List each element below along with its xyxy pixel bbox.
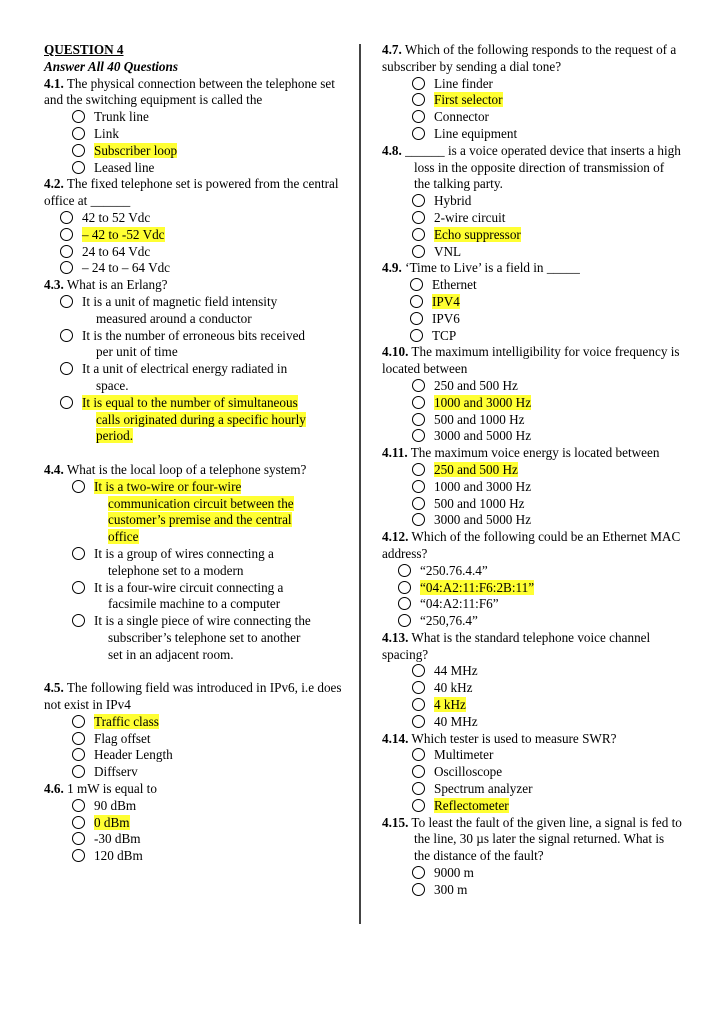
option-text: 1000 and 3000 Hz — [434, 478, 532, 494]
radio-circle-icon[interactable] — [72, 748, 85, 761]
answer-option-correct[interactable] — [412, 798, 682, 815]
option-text — [82, 361, 287, 376]
question-block — [382, 731, 682, 815]
question-number: 4.12. — [382, 529, 409, 545]
option-text: Subscriber loop — [94, 142, 178, 158]
question-block — [44, 76, 344, 177]
option-text-line: It is a group of wires connecting a — [94, 545, 274, 561]
radio-circle-icon[interactable] — [60, 261, 73, 274]
option-text: Diffserv — [94, 764, 138, 780]
question-text: To least the fault of the given line, a signal is fed to the line, 30 µs later the signal returned. What is the distance of the fault? — [408, 814, 682, 864]
radio-circle-icon[interactable] — [72, 581, 85, 594]
question-block — [382, 630, 682, 731]
radio-circle-icon[interactable] — [72, 161, 85, 174]
right-question-list — [382, 42, 682, 899]
option-text-line: period. — [96, 428, 133, 444]
answer-option[interactable] — [412, 210, 682, 227]
answer-option[interactable] — [412, 126, 682, 143]
option-text-line: measured around a conductor — [96, 310, 252, 326]
option-text — [94, 512, 344, 529]
answer-option[interactable] — [412, 496, 682, 513]
radio-circle-icon[interactable] — [412, 211, 425, 224]
option-text: 44 MHz — [434, 663, 478, 679]
option-text-line: It is a unit of magnetic field intensity — [82, 293, 278, 309]
option-text-line: space. — [96, 377, 129, 393]
question-block — [44, 462, 344, 680]
answer-option[interactable] — [412, 882, 682, 899]
question-block — [44, 781, 344, 865]
answer-option-correct[interactable] — [412, 395, 682, 412]
option-text: Trunk line — [94, 109, 149, 125]
option-text: 3000 and 5000 Hz — [434, 512, 532, 528]
option-text: 40 kHz — [434, 680, 473, 696]
option-text-line: office — [108, 529, 139, 545]
question-number: 4.15. — [382, 814, 409, 830]
question-stem — [382, 445, 682, 462]
option-text: 500 and 1000 Hz — [434, 495, 525, 511]
answer-option[interactable] — [410, 277, 682, 294]
radio-circle-icon[interactable] — [72, 849, 85, 862]
question-block — [44, 277, 344, 462]
option-text: 9000 m — [434, 865, 474, 881]
radio-circle-icon[interactable] — [60, 396, 73, 409]
radio-circle-icon[interactable] — [412, 866, 425, 879]
option-text-line: communication circuit between the — [108, 495, 294, 511]
question-number: 4.14. — [382, 730, 409, 746]
answer-option[interactable] — [412, 109, 682, 126]
option-text: 40 MHz — [434, 713, 478, 729]
answer-option[interactable] — [398, 613, 682, 630]
option-text: “04:A2:11:F6” — [420, 596, 499, 612]
radio-circle-icon[interactable] — [412, 799, 425, 812]
option-text: Link — [94, 125, 119, 141]
option-text — [82, 294, 277, 309]
question-stem — [44, 781, 344, 798]
radio-circle-icon[interactable] — [412, 681, 425, 694]
question-stem — [44, 176, 344, 210]
option-text: 4 kHz — [434, 697, 466, 713]
option-text — [94, 647, 344, 664]
radio-circle-icon[interactable] — [398, 564, 411, 577]
question-number: 4.5. — [44, 680, 64, 696]
radio-circle-icon[interactable] — [410, 295, 423, 308]
radio-circle-icon[interactable] — [72, 547, 85, 560]
option-text: 42 to 52 Vdc — [82, 209, 151, 225]
option-text: Traffic class — [94, 713, 159, 729]
option-text — [82, 344, 344, 361]
question-stem — [382, 344, 682, 378]
option-text-line: facsimile machine to a computer — [108, 596, 281, 612]
option-text — [82, 378, 344, 395]
radio-circle-icon[interactable] — [72, 480, 85, 493]
question-text: The following field was introduced in IPv6, i.e does not exist in IPv4 — [44, 680, 342, 713]
question-block — [382, 143, 682, 261]
option-text: VNL — [434, 243, 462, 259]
option-text: TCP — [432, 327, 457, 343]
option-text: 1000 and 3000 Hz — [434, 394, 532, 410]
question-stem — [382, 815, 682, 865]
question-text: Which of the following responds to the request of a subscriber by sending a dial tone? — [382, 42, 677, 74]
radio-circle-icon[interactable] — [72, 614, 85, 627]
option-text: 90 dBm — [94, 797, 137, 813]
radio-circle-icon[interactable] — [412, 77, 425, 90]
radio-circle-icon[interactable] — [410, 329, 423, 342]
option-text: 24 to 64 Vdc — [82, 243, 151, 259]
radio-circle-icon[interactable] — [60, 295, 73, 308]
question-block — [44, 176, 344, 277]
question-number: 4.7. — [382, 42, 402, 57]
option-text-line: telephone set to a modern — [108, 562, 244, 578]
option-text-line: set in an adjacent room. — [108, 646, 234, 662]
answer-option[interactable] — [60, 361, 344, 395]
radio-circle-icon[interactable] — [412, 127, 425, 140]
option-text-line: It a unit of electrical energy radiated in — [82, 361, 288, 377]
radio-circle-icon[interactable] — [412, 883, 425, 896]
answer-option-correct[interactable] — [412, 697, 682, 714]
answer-option-correct[interactable] — [72, 815, 344, 832]
option-text — [82, 395, 298, 410]
question-text: The physical connection between the telephone set and the switching equipment is called the — [44, 75, 335, 108]
option-text: Spectrum analyzer — [434, 781, 533, 797]
section-title: QUESTION 4 — [44, 42, 124, 57]
radio-circle-icon[interactable] — [412, 782, 425, 795]
question-number: 4.4. — [44, 461, 64, 477]
column-divider — [359, 44, 361, 924]
radio-circle-icon[interactable] — [398, 614, 411, 627]
answer-option[interactable] — [410, 328, 682, 345]
answer-option[interactable] — [72, 580, 344, 614]
option-text: Multimeter — [434, 747, 494, 763]
answer-option-correct[interactable] — [398, 580, 682, 597]
option-text: “250.76.4.4” — [420, 562, 488, 578]
option-text: Oscilloscope — [434, 764, 503, 780]
question-number: 4.6. — [44, 781, 64, 797]
option-text — [82, 428, 344, 445]
answer-option[interactable] — [412, 714, 682, 731]
option-text — [94, 563, 344, 580]
question-number: 4.9. — [382, 260, 402, 276]
option-text — [94, 630, 344, 647]
radio-circle-icon[interactable] — [412, 765, 425, 778]
answer-option[interactable] — [60, 210, 344, 227]
radio-circle-icon[interactable] — [398, 597, 411, 610]
answer-option[interactable] — [72, 546, 344, 580]
radio-circle-icon[interactable] — [412, 228, 425, 241]
question-block — [382, 445, 682, 529]
radio-circle-icon[interactable] — [412, 429, 425, 442]
answer-option[interactable] — [60, 294, 344, 328]
question-stem — [44, 277, 344, 294]
radio-circle-icon[interactable] — [412, 93, 425, 106]
radio-circle-icon[interactable] — [72, 732, 85, 745]
option-text — [94, 496, 344, 513]
answer-option[interactable] — [72, 126, 344, 143]
answer-option[interactable] — [72, 731, 344, 748]
question-block — [382, 344, 682, 445]
option-text — [94, 479, 241, 494]
radio-circle-icon[interactable] — [72, 816, 85, 829]
answer-option[interactable] — [412, 428, 682, 445]
radio-circle-icon[interactable] — [72, 110, 85, 123]
option-text: – 42 to -52 Vdc — [82, 226, 165, 242]
answer-option-correct[interactable] — [72, 479, 344, 546]
left-column — [44, 42, 344, 865]
answer-option[interactable] — [412, 378, 682, 395]
option-text — [94, 546, 274, 561]
question-stem — [382, 731, 682, 748]
question-number: 4.1. — [44, 75, 64, 91]
question-block — [44, 680, 344, 781]
radio-circle-icon[interactable] — [72, 832, 85, 845]
option-text: “250,76.4” — [420, 613, 478, 629]
question-number: 4.11. — [382, 445, 408, 461]
option-text — [94, 580, 283, 595]
question-text: The maximum voice energy is located between — [407, 445, 660, 461]
option-text: Line finder — [434, 75, 493, 91]
radio-circle-icon[interactable] — [412, 379, 425, 392]
option-text: “04:A2:11:F6:2B:11” — [420, 579, 535, 595]
option-text: IPV4 — [432, 293, 460, 309]
answer-option-correct[interactable] — [412, 227, 682, 244]
radio-circle-icon[interactable] — [72, 715, 85, 728]
answer-option-correct[interactable] — [412, 92, 682, 109]
answer-option[interactable] — [412, 764, 682, 781]
option-text: 2-wire circuit — [434, 209, 506, 225]
answer-option[interactable] — [72, 613, 344, 663]
question-block — [382, 815, 682, 899]
radio-circle-icon[interactable] — [412, 413, 425, 426]
question-text: What is the local loop of a telephone system? — [63, 461, 307, 477]
answer-option[interactable] — [412, 479, 682, 496]
spacer — [44, 445, 344, 462]
question-block — [382, 42, 682, 143]
option-text — [82, 412, 344, 429]
radio-circle-icon[interactable] — [412, 664, 425, 677]
option-text: Connector — [434, 109, 489, 125]
answer-option[interactable] — [60, 328, 344, 362]
option-text: 250 and 500 Hz — [434, 377, 518, 393]
right-column — [382, 42, 682, 899]
radio-circle-icon[interactable] — [72, 799, 85, 812]
question-text: ‘Time to Live’ is a field in _____ — [401, 260, 580, 276]
option-text-line: calls originated during a specific hourly — [96, 411, 306, 427]
answer-option[interactable] — [72, 848, 344, 865]
question-text: The maximum intelligibility for voice frequency is located between — [382, 344, 680, 377]
radio-circle-icon[interactable] — [412, 245, 425, 258]
answer-option[interactable] — [412, 747, 682, 764]
option-text: 0 dBm — [94, 814, 130, 830]
option-text: Leased line — [94, 159, 155, 175]
question-stem — [382, 260, 682, 277]
question-stem — [382, 42, 682, 76]
question-stem — [44, 462, 344, 479]
answer-option[interactable] — [72, 747, 344, 764]
answer-option-correct[interactable] — [412, 462, 682, 479]
question-number: 4.10. — [382, 344, 409, 360]
question-stem — [44, 76, 344, 110]
option-text: Ethernet — [432, 277, 477, 293]
option-text: 250 and 500 Hz — [434, 461, 518, 477]
answer-option[interactable] — [398, 563, 682, 580]
radio-circle-icon[interactable] — [412, 698, 425, 711]
option-text: Line equipment — [434, 125, 518, 141]
answer-option-correct[interactable] — [60, 395, 344, 445]
radio-circle-icon[interactable] — [398, 581, 411, 594]
option-text-line: per unit of time — [96, 344, 178, 360]
radio-circle-icon[interactable] — [410, 278, 423, 291]
question-stem — [382, 529, 682, 563]
question-text: The fixed telephone set is powered from the central office at ______ — [44, 176, 339, 209]
option-text — [82, 328, 305, 343]
answer-option[interactable] — [412, 781, 682, 798]
answer-option-correct[interactable] — [72, 143, 344, 160]
option-text: IPV6 — [432, 310, 460, 326]
radio-circle-icon[interactable] — [412, 497, 425, 510]
option-text — [82, 311, 344, 328]
question-number: 4.13. — [382, 629, 409, 645]
question-number: 4.8. — [382, 142, 402, 158]
answer-option-correct[interactable] — [60, 227, 344, 244]
question-stem — [382, 630, 682, 664]
answer-option[interactable] — [412, 193, 682, 210]
option-text: 300 m — [434, 881, 468, 897]
radio-circle-icon[interactable] — [412, 513, 425, 526]
question-text: ______ is a voice operated device that inserts a high loss in the opposite direction of transmission of the talking party. — [401, 142, 681, 192]
radio-circle-icon[interactable] — [412, 463, 425, 476]
option-text: 120 dBm — [94, 848, 143, 864]
option-text: Echo suppressor — [434, 226, 521, 242]
option-text: Hybrid — [434, 193, 472, 209]
option-text: Flag offset — [94, 730, 151, 746]
section-subtitle: Answer All 40 Questions — [44, 58, 178, 74]
question-text: Which of the following could be an Ethernet MAC address? — [382, 529, 681, 561]
answer-option[interactable] — [412, 663, 682, 680]
answer-option[interactable] — [412, 865, 682, 882]
radio-circle-icon[interactable] — [412, 748, 425, 761]
radio-circle-icon[interactable] — [412, 715, 425, 728]
radio-circle-icon[interactable] — [60, 211, 73, 224]
question-text: 1 mW is equal to — [63, 781, 157, 797]
question-block — [382, 260, 682, 344]
option-text: -30 dBm — [94, 831, 141, 847]
option-text: – 24 to – 64 Vdc — [82, 260, 171, 276]
answer-option[interactable] — [72, 109, 344, 126]
option-text-line: It is a single piece of wire connecting the — [94, 613, 311, 629]
answer-option[interactable] — [398, 596, 682, 613]
answer-option[interactable] — [410, 311, 682, 328]
option-text — [94, 529, 344, 546]
option-text-line: It is the number of erroneous bits received — [82, 327, 306, 343]
option-text — [94, 613, 311, 628]
option-text: First selector — [434, 92, 503, 108]
option-text-line: It is a two-wire or four-wire — [94, 478, 242, 494]
answer-option[interactable] — [412, 680, 682, 697]
radio-circle-icon[interactable] — [412, 480, 425, 493]
question-stem — [382, 143, 682, 193]
radio-circle-icon[interactable] — [72, 144, 85, 157]
radio-circle-icon[interactable] — [412, 110, 425, 123]
question-stem — [44, 680, 344, 714]
answer-option[interactable] — [72, 798, 344, 815]
option-text: 500 and 1000 Hz — [434, 411, 525, 427]
question-text: What is an Erlang? — [63, 277, 168, 293]
answer-option[interactable] — [412, 412, 682, 429]
radio-circle-icon[interactable] — [60, 329, 73, 342]
radio-circle-icon[interactable] — [60, 362, 73, 375]
radio-circle-icon[interactable] — [60, 245, 73, 258]
radio-circle-icon[interactable] — [410, 312, 423, 325]
question-number: 4.3. — [44, 277, 64, 293]
radio-circle-icon[interactable] — [412, 396, 425, 409]
answer-option[interactable] — [412, 244, 682, 261]
option-text: 3000 and 5000 Hz — [434, 428, 532, 444]
answer-option[interactable] — [72, 160, 344, 177]
spacer — [44, 663, 344, 680]
radio-circle-icon[interactable] — [72, 765, 85, 778]
option-text: Header Length — [94, 747, 173, 763]
option-text-line: It is equal to the number of simultaneous — [82, 394, 298, 410]
question-text: Which tester is used to measure SWR? — [408, 730, 617, 746]
question-block — [382, 529, 682, 630]
answer-option-correct[interactable] — [410, 294, 682, 311]
option-text-line: It is a four-wire circuit connecting a — [94, 579, 284, 595]
answer-option-correct[interactable] — [72, 714, 344, 731]
question-number: 4.2. — [44, 176, 64, 192]
radio-circle-icon[interactable] — [412, 194, 425, 207]
answer-option[interactable] — [72, 831, 344, 848]
answer-option[interactable] — [60, 260, 344, 277]
radio-circle-icon[interactable] — [60, 228, 73, 241]
question-text: What is the standard telephone voice channel spacing? — [382, 629, 651, 662]
answer-option[interactable] — [412, 512, 682, 529]
answer-option[interactable] — [60, 244, 344, 261]
option-text-line: subscriber’s telephone set to another — [108, 629, 301, 645]
answer-option[interactable] — [72, 764, 344, 781]
radio-circle-icon[interactable] — [72, 127, 85, 140]
left-question-list — [44, 76, 344, 865]
option-text — [94, 596, 344, 613]
answer-option[interactable] — [412, 76, 682, 93]
option-text: Reflectometer — [434, 797, 509, 813]
option-text-line: customer’s premise and the central — [108, 512, 292, 528]
